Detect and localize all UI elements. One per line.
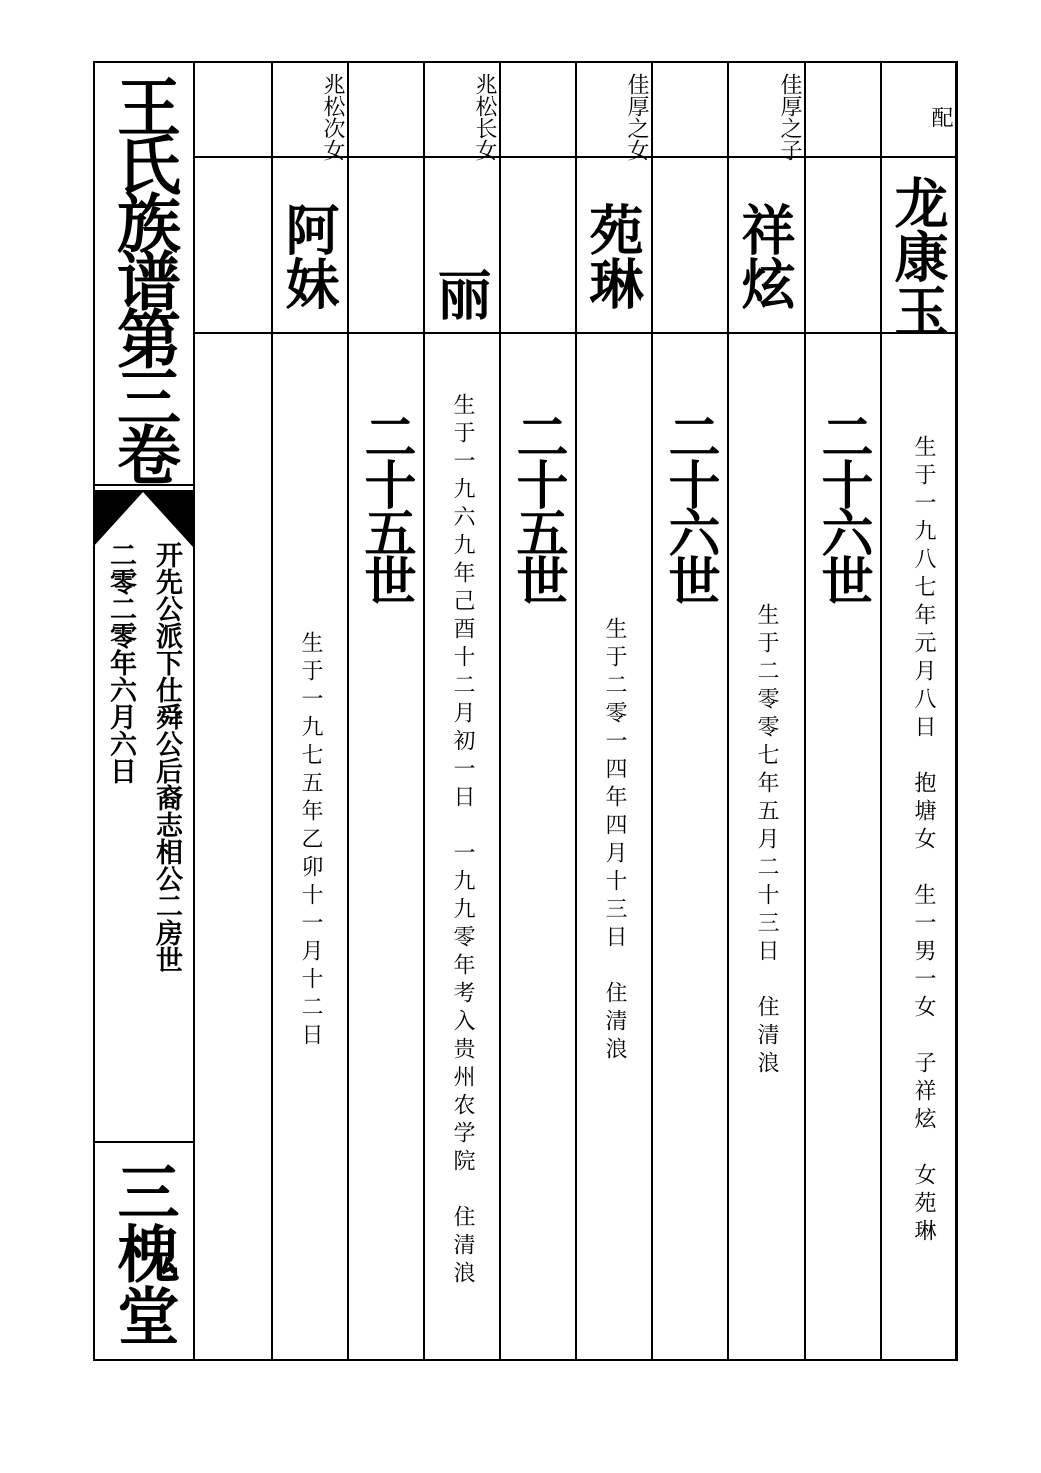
generation-label: 二十五世 <box>355 410 416 602</box>
relation-label: 佳厚之女 <box>624 73 649 161</box>
generation-label: 二十六世 <box>812 410 873 602</box>
title-divider <box>93 484 193 486</box>
member-bio: 生于二零零七年五月二十三日 住清浪 <box>754 603 779 1079</box>
relation-label: 兆松长女 <box>472 73 497 161</box>
member-column-amei <box>272 61 347 1361</box>
relation-label: 配 <box>928 106 953 128</box>
member-name: 阿妹 <box>277 201 341 310</box>
member-bio: 生于一九七五年乙卯十一月十二日 <box>298 631 323 1051</box>
title-divider <box>93 1141 193 1143</box>
generation-column <box>805 61 880 1361</box>
generation-column <box>348 61 423 1361</box>
generation-label: 二十六世 <box>659 410 720 602</box>
member-column-xiangxuan <box>728 61 804 1361</box>
member-bio: 生于二零一四年四月十三日 住清浪 <box>602 617 627 1065</box>
branch-lineage-text: 开先公派下仕舜公后裔志相公二房世 <box>151 541 182 973</box>
member-name: 丽 <box>429 266 493 321</box>
member-column-yuanlin <box>576 61 651 1361</box>
member-name: 龙康玉 <box>886 174 950 337</box>
generation-label: 二十五世 <box>507 410 568 602</box>
generation-column <box>652 61 727 1361</box>
member-name: 祥炫 <box>733 201 797 310</box>
relation-label: 兆松次女 <box>320 73 345 161</box>
member-column-long-kangyu <box>881 61 957 1361</box>
generation-column <box>500 61 575 1361</box>
hall-name: 三槐堂 <box>107 1160 180 1346</box>
member-bio: 生于一九八七年元月八日 抱塘女 生一男一女 子祥炫 女苑琳 <box>911 435 936 1247</box>
title-column <box>93 61 195 1361</box>
book-title: 王氏族谱第三卷 <box>106 73 181 480</box>
member-name: 苑琳 <box>581 201 645 310</box>
relation-label: 佳厚之子 <box>777 73 802 161</box>
compile-date: 二零二零年六月六日 <box>105 541 136 784</box>
member-column-li <box>424 61 499 1361</box>
blank-column <box>196 61 271 1361</box>
member-bio: 生于一九六九年己酉十二月初一日 一九九零年考入贵州农学院 住清浪 <box>450 393 475 1289</box>
